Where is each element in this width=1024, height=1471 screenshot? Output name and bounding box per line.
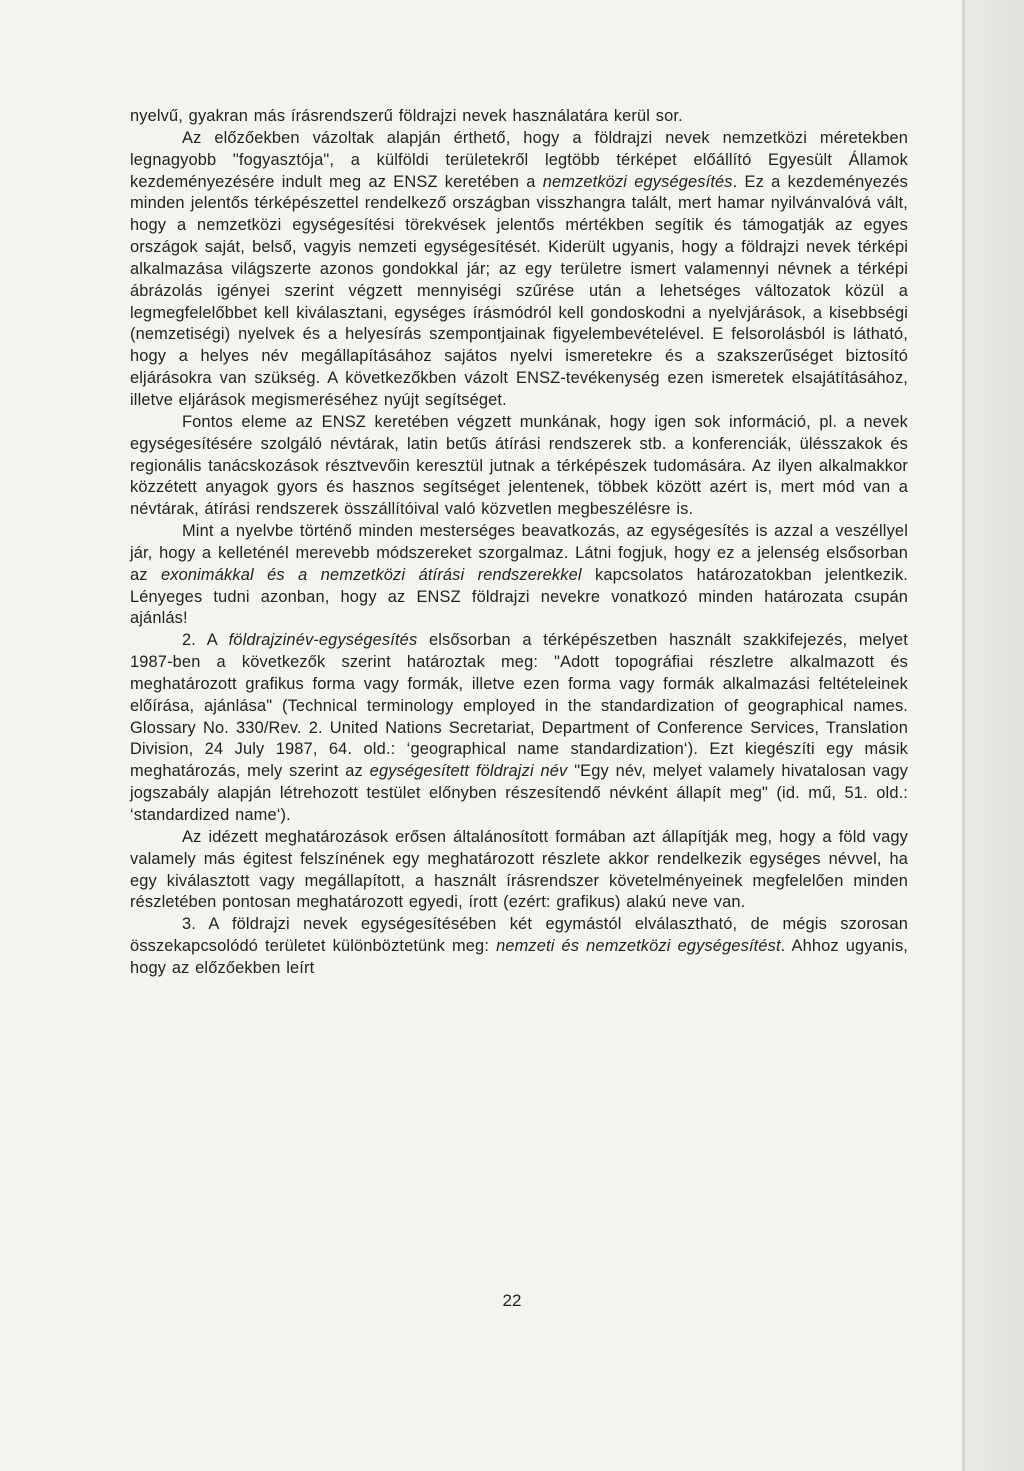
text-run: Az előzőekben vázoltak alapján érthető, hogy a földrajzi nevek nemzetközi méretekben legnagyobb "fogyasztója", a külföldi területekről legtöbb térképet előállító Egyesült Államok kezdeményezésére indult meg az ENSZ keretében a — [130, 128, 908, 191]
page-number: 22 — [502, 1291, 522, 1310]
paragraph — [130, 128, 908, 412]
text-run: Mint a nyelvbe történő minden mesterséges beavatkozás, az egységesítés is azzal a veszéllyel jár, hogy a kelleténél merevebb módszereket szorgalmaz. Látni fogjuk, hogy ez a jelenség elsősorban az — [130, 522, 908, 584]
italic-term: exonimákkal és a nemzetközi átírási rendszerekkel — [161, 565, 582, 584]
italic-term: nemzeti és nemzetközi egységesítést — [496, 937, 781, 956]
paragraph — [130, 630, 908, 827]
text-run: Fontos eleme az ENSZ keretében végzett munkának, hogy igen sok információ, pl. a nevek egységesítésére szolgáló névtárak, latin betűs átírási rendszerek stb. a konferenciák, ülésszakok és regionális tanácskozások résztvevőin keresztül jutnak a térképészek tudomására. Az ilyen alkalmakkor közzétett anyagok gyors és hasznos segítséget jelentenek, többek között azért is, mert mód van a névtárak, átírási rendszerek összállítóival való közvetlen megbeszélésre is. — [130, 412, 908, 519]
text-run: elsősorban a térképészetben használt szakkifejezés, melyet 1987-ben a következők szerint határoztak meg: "Adott topográfiai részletre alkalmazott és meghatározott grafikus forma vagy formák, illetve ezen forma vagy formák alkalmazási feltételeinek előírása, ajánlása" (Technical terminology employed in the standardization of geographical names. Glossary No. 330/Rev. 2. United Nations Secretariat, Department of Conference Services, Translation Division, 24 July 1987, 64. old.: ‘geographical name standardization‘). Ezt kiegészíti egy másik meghatározás, mely szerint az — [130, 631, 908, 781]
text-run: Az idézett meghatározások erősen általánosított formában azt állapítják meg, hogy a föld vagy valamely más égitest felszínének egy meghatározott részlete akkor rendelkezik egységes névvel, ha egy kiválasztott vagy megállapított, a használt írásrendszer követelményeinek megfelelően minden részletében pontosan meghatározott egyedi, írott (ezért: grafikus) alakú neve van. — [130, 827, 908, 912]
paragraph — [130, 914, 908, 980]
paragraph — [130, 412, 908, 521]
italic-term: egységesített földrajzi név — [369, 762, 568, 781]
text-run: 3. A földrajzi nevek egységesítésében két egymástól elválasztható, de mégis szorosan összekapcsolódó területet különböztetünk meg: — [130, 915, 908, 956]
page-edge-shadow — [962, 0, 1024, 1471]
paragraph — [130, 521, 908, 630]
text-run: . Ez a kezdeményezés minden jelentős térképészettel rendelkező országban visszhangra talált, mert hamar nyilvánvalóvá vált, hogy a nemzetközi egységesítési törekvések jelentős mértékben segítik és támogatják az egyes országok saját, belső, vagyis nemzeti egységesítését. Kiderült ugyanis, hogy a földrajzi nevek térképi alkalmazása világszerte azonos gondokkal jár; az egy területre ismert valamennyi névnek a térképi ábrázolás igényei szerint végzett mennyiségi szűrése után a lehetséges változatok közül a legmegfelelőbbet kell kiválasztani, egységes írásmódról kell gondoskodni a nyelvjárások, a kisebbségi (nemzetiségi) nyelvek és a helyesírás szempontjainak figyelembevételével. E felsorolásból is látható, hogy a helyes név megállapításához sajátos nyelvi ismeretekre és a szakszerűséget biztosító eljárásokra van szükség. A következőkben vázolt ENSZ-tevékenység ezen ismeretek elsajátításához, illetve eljárások megismeréséhez nyújt segítséget. — [130, 172, 908, 409]
italic-term: földrajzinév-egységesítés — [228, 631, 418, 650]
paragraph — [130, 827, 908, 914]
text-run: 2. A — [182, 631, 229, 650]
text-run: . Ahhoz ugyanis, hogy az előzőekben leírt — [130, 937, 908, 977]
italic-term: nemzetközi egységesítés — [542, 172, 733, 191]
document-body — [130, 106, 908, 980]
text-run: "Egy név, melyet valamely hivatalosan vagy jogszabály alapján létrehozott testület előnyben részesítendő névként állapít meg" (id. mű, 51. old.: ‘standardized name‘). — [130, 762, 909, 824]
text-run: nyelvű, gyakran más írásrendszerű földrajzi nevek használatára kerül sor. — [130, 107, 683, 125]
text-run: kapcsolatos határozatokban jelentkezik. Lényeges tudni azonban, hogy az ENSZ földrajzi nevekre vonatkozó minden határozata csupán ajánlás! — [130, 565, 908, 628]
paragraph — [130, 106, 908, 128]
